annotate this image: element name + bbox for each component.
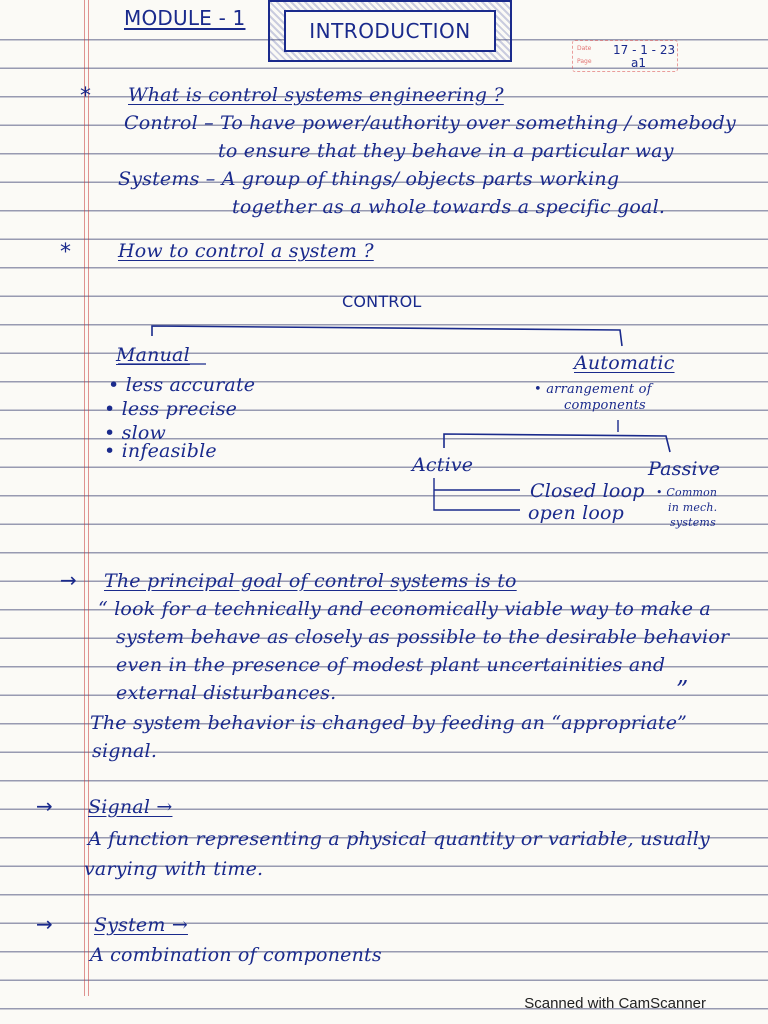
manual-point: • slow <box>104 422 166 444</box>
scanner-watermark: Scanned with CamScanner <box>524 995 706 1012</box>
manual-point: • infeasible <box>104 440 217 462</box>
manual-point: • less precise <box>104 398 238 420</box>
systems-definition-line2: together as a whole towards a specific goal. <box>232 196 666 218</box>
system-heading: System → <box>94 914 188 936</box>
manual-point: • less accurate <box>108 374 256 396</box>
page-number: a1 <box>631 56 646 70</box>
goal-line: The system behavior is changed by feeding an “appropriate” <box>90 712 688 734</box>
closed-loop-label: Closed loop <box>530 480 645 502</box>
open-loop-label: open loop <box>528 502 625 524</box>
page-title: INTRODUCTION <box>284 10 496 52</box>
arrow-icon: → <box>60 568 77 592</box>
automatic-label: Automatic <box>574 352 675 374</box>
automatic-point: • arrangement of <box>534 382 652 397</box>
goal-line: signal. <box>92 740 158 762</box>
passive-note: in mech. <box>668 501 718 514</box>
date-label: Date <box>577 45 592 52</box>
control-definition-line1: Control – To have power/authority over something / somebody <box>124 112 736 134</box>
closing-quote: ” <box>676 676 689 704</box>
passive-note: • Common <box>656 486 718 499</box>
systems-definition-line1: Systems – A group of things/ objects parts working <box>118 168 620 190</box>
goal-line: external disturbances. <box>116 682 337 704</box>
active-label: Active <box>412 454 474 476</box>
automatic-point: components <box>564 398 646 413</box>
question-how-to-control: How to control a system ? <box>118 240 374 262</box>
arrow-icon: → <box>36 794 53 818</box>
goal-line: even in the presence of modest plant uncertainities and <box>116 654 666 676</box>
passive-note: systems <box>670 516 716 529</box>
module-heading: MODULE - 1 <box>124 6 246 30</box>
signal-heading: Signal → <box>88 796 173 818</box>
goal-line: “ look for a technically and economically viable way to make a <box>98 598 711 620</box>
arrow-icon: → <box>36 912 53 936</box>
tree-root-control: CONTROL <box>342 292 422 311</box>
page-label: Page <box>577 58 592 65</box>
passive-label: Passive <box>648 458 721 480</box>
goal-line: system behave as closely as possible to the desirable behavior <box>116 626 730 648</box>
system-definition: A combination of components <box>90 944 382 966</box>
control-definition-line2: to ensure that they behave in a particular way <box>218 140 674 162</box>
date-value: 17 - 1 - 23 <box>613 43 676 57</box>
bullet-star: * <box>60 240 72 265</box>
bullet-star: * <box>80 84 92 109</box>
signal-definition: varying with time. <box>84 858 264 880</box>
question-control-engineering: What is control systems engineering ? <box>128 84 504 106</box>
manual-label: Manual <box>116 344 190 366</box>
signal-definition: A function representing a physical quantity or variable, usually <box>88 828 710 850</box>
goal-line: The principal goal of control systems is to <box>104 570 517 592</box>
